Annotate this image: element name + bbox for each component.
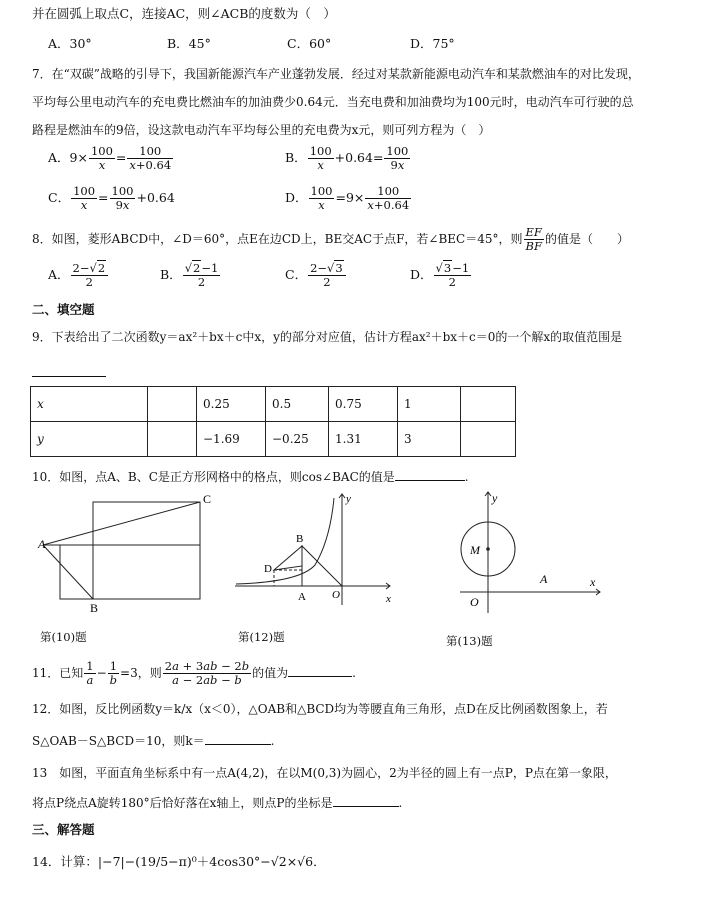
- q7-option-c: C． $\frac{100}{x}$ = $\frac{100}{9x}$ +0.64: [48, 184, 175, 213]
- q6-stem-tail: 并在圆弧上取点C，连接AC，则∠ACB的度数为（ ）: [32, 6, 336, 21]
- table-cell: [148, 422, 197, 457]
- table-row: [31, 422, 516, 457]
- table-cell: 1.31: [329, 422, 398, 457]
- section-fill-in-heading: 二、填空题: [32, 302, 95, 317]
- table-cell: [148, 387, 197, 422]
- fig10-label-a: A: [38, 537, 46, 551]
- fig13-label-a: A: [540, 572, 548, 586]
- table-cell: 1: [398, 387, 461, 422]
- q8-ratio-num: EF: [524, 226, 544, 240]
- q7-line1: 7．在“双碳”战略的引导下，我国新能源汽车产业蓬勃发展．经过对某款新能源电动汽车和某款燃油车的对比发现，: [32, 67, 640, 81]
- q11-answer-blank[interactable]: [288, 676, 352, 677]
- q10-stem-text: 10．如图，点A、B、C是正方形网格中的格点，则cos∠BAC的值是: [32, 470, 395, 484]
- q7-option-b: B． $\frac{100}{x}$ +0.64= $\frac{100}{9x}$: [285, 144, 409, 173]
- q8-option-a-label: A．: [48, 267, 70, 283]
- q13-line1: 13 如图，平面直角坐标系中有一点A(4,2)，在以M(0,3)为圆心，2为半径的圆上有一点P，P点在第一象限，: [32, 766, 617, 780]
- table-cell: [461, 387, 516, 422]
- q8-stem-end: 的值是（ ）: [544, 232, 629, 247]
- q7-option-a-label: A．: [48, 150, 70, 166]
- q14-expression: |−7|−(19/5−π)⁰＋4cos30°−√2×√6．: [97, 854, 326, 869]
- q11-post: 的值为: [252, 666, 289, 681]
- q8-stem: [32, 226, 629, 253]
- fig12-label-y: y: [346, 493, 351, 505]
- table-cell: y: [31, 422, 148, 457]
- table-cell: −0.25: [266, 422, 329, 457]
- q13-line2: 将点P绕点A旋转180°后恰好落在x轴上，则点P的坐标是 .: [32, 796, 403, 810]
- figure-10-grid: [30, 490, 230, 620]
- q8-option-a: A． $\frac{2-√2}{2}$: [48, 262, 109, 289]
- table-cell: x: [31, 387, 148, 422]
- q6-option-c: C．60°: [287, 36, 332, 51]
- fig12-label-o: O: [332, 589, 340, 601]
- q12-answer-blank[interactable]: [205, 744, 271, 745]
- q13-line2-text: 将点P绕点A旋转180°后恰好落在x轴上，则点P的坐标是: [32, 796, 333, 810]
- table-cell: 0.25: [197, 387, 266, 422]
- table-cell: 0.5: [266, 387, 329, 422]
- q11-pre: 11．已知: [32, 666, 84, 681]
- caption-fig10: 第(10)题: [40, 630, 87, 644]
- q6-option-a: A．30°: [48, 36, 92, 51]
- q8-option-b: B． $\frac{√2-1}{2}$: [160, 261, 219, 290]
- q12-line2: S△OAB－S△BCD＝10，则k＝ .: [32, 734, 275, 748]
- table-cell: 0.75: [329, 387, 398, 422]
- section-solution-heading: 三、解答题: [32, 822, 95, 837]
- fig10-label-c: C: [203, 492, 212, 506]
- fig12-label-d: D: [264, 563, 272, 575]
- q7-line2: 平均每公里电动汽车的充电费比燃油车的加油费少0.64元．当充电费和加油费均为100元时，电动汽车可行驶的总: [32, 95, 634, 109]
- q12-line2-text: S△OAB－S△BCD＝10，则k＝: [32, 734, 205, 748]
- q7-option-b-label: B．: [285, 150, 307, 166]
- caption-fig13: 第(13)题: [446, 634, 493, 648]
- table-cell: [461, 422, 516, 457]
- q6-option-d: D．75°: [410, 36, 455, 51]
- q10-stem: 10．如图，点A、B、C是正方形网格中的格点，则cos∠BAC的值是 .: [32, 470, 469, 484]
- fig12-label-b: B: [296, 533, 304, 545]
- q8-option-d: D． $\frac{√3-1}{2}$: [410, 261, 470, 290]
- q9-answer-blank[interactable]: [32, 362, 106, 377]
- q7-option-a: A．9× $\frac{100}{x}$ = $\frac{100}{x+0.64}$: [48, 144, 172, 173]
- q9-value-table: [30, 386, 516, 457]
- q11-stem: 11．已知 $\frac{1}{a}$ − $\frac{1}{b}$ =3，则 $\frac{2a + 3ab - 2b}{a - 2ab - b}$ 的值为 .: [32, 659, 356, 688]
- q8-option-c-label: C．: [285, 267, 308, 283]
- table-row: [31, 387, 516, 422]
- q11-mid: ，则: [137, 666, 162, 681]
- fig12-label-a: A: [298, 591, 306, 603]
- q8-stem-text: 8．如图，菱形ABCD中，∠D＝60°，点E在边CD上，BE交AC于点F，若∠BEC＝45°，则: [32, 232, 523, 247]
- q8-option-b-label: B．: [160, 267, 182, 283]
- q6-option-b: B．45°: [167, 36, 211, 51]
- figure-13-circle: [450, 488, 610, 618]
- fig13-label-x: x: [590, 575, 596, 589]
- fig13-label-o: O: [470, 595, 479, 609]
- q8-option-c: C． $\frac{2-√3}{2}$: [285, 262, 347, 289]
- q14-stem: [32, 854, 326, 870]
- q7-option-d: D． $\frac{100}{x}$ =9× $\frac{100}{x+0.64}$: [285, 184, 410, 213]
- q12-line1: 12．如图，反比例函数y＝k/x（x＜0），△OAB和△BCD均为等腰直角三角形，点D在反比例函数图象上，若: [32, 702, 608, 716]
- table-cell: −1.69: [197, 422, 266, 457]
- table-cell: 3: [398, 422, 461, 457]
- q9-stem: 9．下表给出了二次函数y＝ax²＋bx＋c中x，y的部分对应值，估计方程ax²＋bx＋c＝0的一个解x的取值范围是: [32, 330, 623, 344]
- q8-option-d-label: D．: [410, 267, 433, 283]
- q7-option-c-label: C．: [48, 190, 71, 206]
- q13-answer-blank[interactable]: [333, 806, 399, 807]
- fig13-center-point: [486, 547, 490, 551]
- fig13-label-y: y: [492, 491, 498, 505]
- q7-option-d-label: D．: [285, 190, 308, 206]
- q14-pre: 14．计算：: [32, 854, 98, 869]
- fig10-label-b: B: [90, 601, 99, 615]
- q8-ratio-den: BF: [525, 239, 542, 254]
- q7-line3: 路程是燃油车的9倍，设这款电动汽车平均每公里的充电费为x元，则可列方程为（ ）: [32, 123, 491, 137]
- q10-answer-blank[interactable]: [395, 480, 465, 481]
- fig13-label-m: M: [470, 543, 480, 557]
- figure-12-hyperbola: [230, 490, 400, 610]
- caption-fig12: 第(12)题: [238, 630, 285, 644]
- fig12-label-x: x: [386, 593, 391, 605]
